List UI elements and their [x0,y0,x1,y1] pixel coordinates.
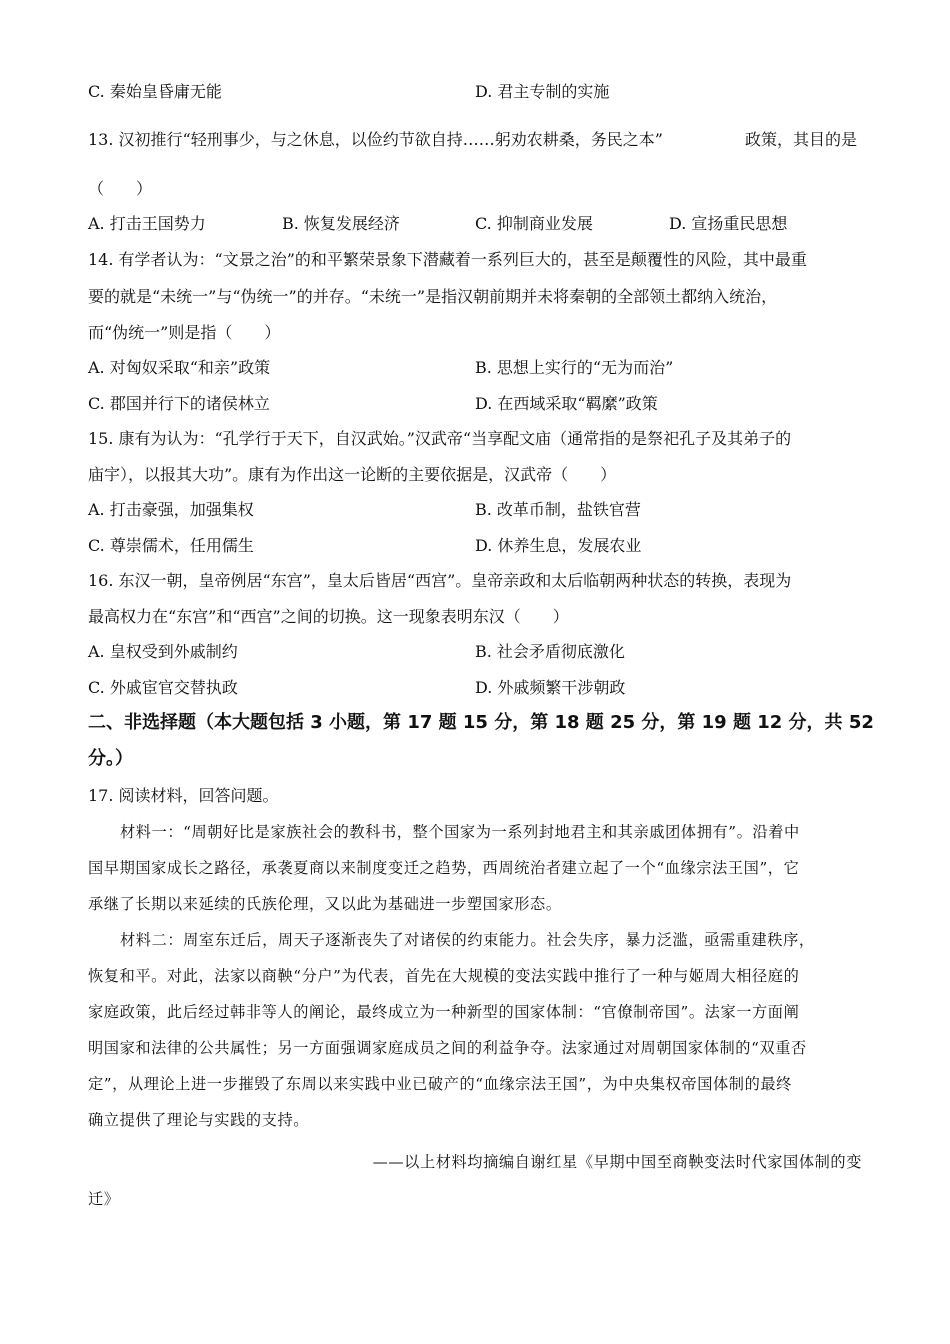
q15-option-d: D. 休养生息，发展农业 [475,536,642,555]
q17-material-2-line-5: 定”，从理论上进一步摧毁了东周以来实践中业已破产的“血缘宗法王国”，为中央集权帝国体制的最终 [88,1075,792,1093]
q14-stem-line-2: 要的就是“未统一”与“伪统一”的并存。“未统一”是指汉朝前期并未将秦朝的全部领土都纳入统治， [88,287,778,306]
q16-option-c: C. 外戚宦官交替执政 [88,678,238,697]
q16-option-d: D. 外戚频繁干涉朝政 [475,678,626,697]
q14-option-a: A. 对匈奴采取“和亲”政策 [88,358,271,377]
q14-stem-line-3: 而“伪统一”则是指（ ） [88,323,281,342]
q13-option-a: A. 打击王国势力 [88,214,206,233]
section-2-heading-line-2: 分。） [88,748,133,769]
q16-stem-line-2: 最高权力在“东宫”和“西宫”之间的切换。这一现象表明东汉（ ） [88,607,569,626]
q17-material-2-line-6: 确立提供了理论与实践的支持。 [88,1111,310,1129]
q17-material-2-line-4: 明国家和法律的公共属性；另一方面强调家庭成员之间的利益争夺。法家通过对周朝国家体制的“双重否 [88,1039,807,1057]
q14-option-b: B. 思想上实行的“无为而治” [475,358,674,377]
q14-option-c: C. 郡国并行下的诸侯林立 [88,394,270,413]
q17-material-1-line-3: 承继了长期以来延续的氏族伦理，又以此为基础进一步塑国家形态。 [88,895,562,913]
q15-option-a: A. 打击豪强，加强集权 [88,500,254,519]
q13-option-b: B. 恢复发展经济 [282,214,400,233]
q15-option-c: C. 尊崇儒术，任用儒生 [88,536,254,555]
q13-stem-line-2: （ ） [88,179,153,198]
q17-material-2-line-1: 材料二：周室东迁后，周天子逐渐丧失了对诸侯的约束能力。社会失序，暴力泛滥，亟需重建秩序， [120,931,815,949]
q17-stem: 17. 阅读材料，回答问题。 [88,786,279,805]
q12-option-c: C. 秦始皇昏庸无能 [88,82,222,101]
section-2-heading-line-1: 二、非选择题（本大题包括 3 小题，第 17 题 15 分，第 18 题 25 分，第 19 题 12 分，共 52 [88,712,874,733]
q17-material-1-line-2: 国早期国家成长之路径，承袭夏商以来制度变迁之趋势，西周统治者建立起了一个“血缘宗法王国”，它 [88,859,800,877]
q15-stem-line-1: 15. 康有为认为：“孔学行于天下，自汉武始。”汉武帝“当享配文庙（通常指的是祭祀孔子及其弟子的 [88,429,792,448]
q16-stem-line-1: 16. 东汉一朝，皇帝例居“东宫”，皇太后皆居“西宫”。皇帝亲政和太后临朝两种状态的转换，表现为 [88,571,792,590]
q16-option-b: B. 社会矛盾彻底激化 [475,642,625,661]
q13-stem-line-1a: 13. 汉初推行“轻刑事少，与之休息，以俭约节欲自持……躬劝农耕桑，务民之本” [88,130,663,149]
q16-option-a: A. 皇权受到外戚制约 [88,642,238,661]
q14-option-d: D. 在西域采取“羁縻”政策 [475,394,658,413]
q15-stem-line-2: 庙宇），以报其大功”。康有为作出这一论断的主要依据是，汉武帝（ ） [88,465,617,484]
q13-option-d: D. 宣扬重民思想 [669,214,788,233]
q12-option-d: D. 君主专制的实施 [475,82,610,101]
q17-source-line-2: 迁》 [88,1190,120,1208]
q13-stem-line-1b: 政策，其目的是 [745,130,858,149]
q17-source-line-1: ——以上材料均摘编自谢红星《早期中国至商鞅变法时代家国体制的变 [372,1153,862,1171]
q17-material-2-line-2: 恢复和平。对此，法家以商鞅“分户”为代表，首先在大规模的变法实践中推行了一种与姬周大相径庭的 [88,967,800,985]
q13-option-c: C. 抑制商业发展 [475,214,593,233]
q15-option-b: B. 改革币制，盐铁官营 [475,500,641,519]
q14-stem-line-1: 14. 有学者认为：“文景之治”的和平繁荣景象下潜藏着一系列巨大的，甚至是颠覆性的风险，其中最重 [88,250,807,269]
q17-material-1-line-1: 材料一：“周朝好比是家族社会的教科书，整个国家为一系列封地君主和其亲戚团体拥有”。沿着中 [120,823,800,841]
q17-material-2-line-3: 家庭政策，此后经过韩非等人的阐论，最终成立为一种新型的国家体制：“官僚制帝国”。法家一方面阐 [88,1003,800,1021]
